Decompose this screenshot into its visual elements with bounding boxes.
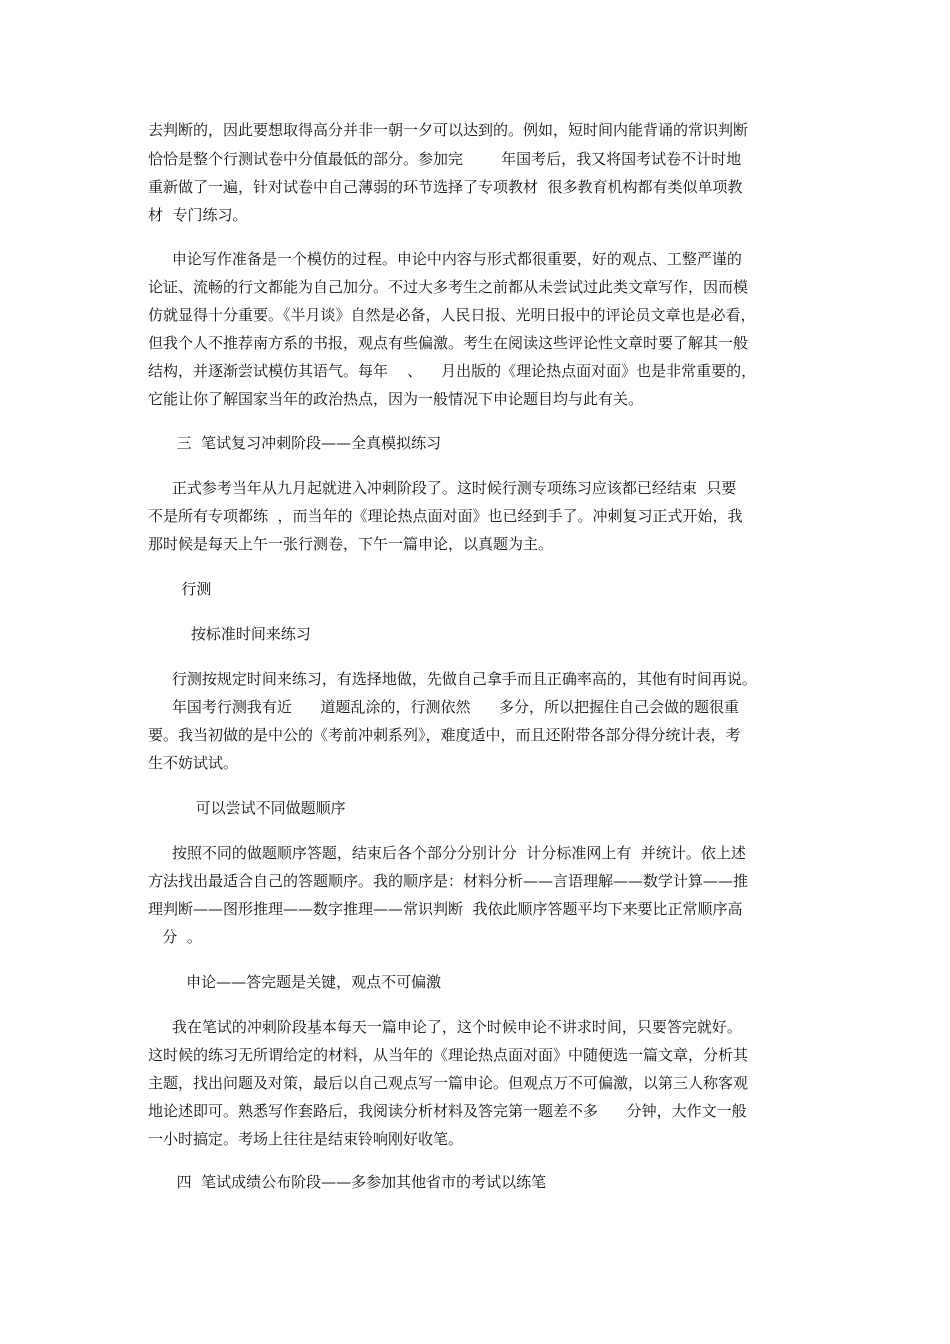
paragraph-line: 正式参考当年从九月起就进入冲刺阶段了。这时候行测专项练习应该都已经结束 只要 bbox=[148, 479, 737, 497]
paragraph-line: 方法找出最适合自己的答题顺序。我的顺序是：材料分析——言语理解——数学计算——推 bbox=[148, 872, 749, 890]
paragraph-line: 主题，找出问题及对策，最后以自己观点写一篇申论。但观点万不可偏激，以第三人称客观 bbox=[148, 1074, 749, 1092]
paragraph-line: 申论写作准备是一个模仿的过程。申论中内容与形式都很重要，好的观点、工整严谨的 bbox=[148, 250, 742, 268]
subsection-heading: 可以尝试不同做题顺序 bbox=[148, 799, 346, 817]
paragraph-line: 仿就显得十分重要。《半月谈》自然是必备，人民日报、光明日报中的评论员文章也是必看， bbox=[148, 306, 756, 324]
paragraph-line: 分 。 bbox=[148, 928, 202, 946]
paragraph-line: 我在笔试的冲刺阶段基本每天一篇申论了，这个时候申论不讲求时间，只要答完就好。 bbox=[148, 1018, 742, 1036]
paragraph-line: 重新做了一遍，针对试卷中自己薄弱的环节选择了专项教材 很多教育机构都有类似单项教 bbox=[148, 178, 743, 196]
subsection-heading: 行测 bbox=[148, 580, 212, 598]
paragraph-line: 理判断——图形推理——数字推理——常识判断 我依此顺序答题平均下来要比正常顺序高 bbox=[148, 900, 743, 918]
paragraph-line: 生不妨试试。 bbox=[148, 754, 239, 772]
paragraph-line: 它能让你了解国家当年的政治热点，因为一般情况下申论题目均与此有关。 bbox=[148, 390, 644, 408]
subsection-heading: 申论——答完题是关键，观点不可偏激 bbox=[148, 973, 442, 991]
subsection-heading: 按标准时间来练习 bbox=[148, 625, 311, 643]
paragraph-line: 不是所有专项都练 ，而当年的《理论热点面对面》也已经到手了。冲刺复习正式开始，我 bbox=[148, 507, 743, 525]
paragraph-line: 要。我当初做的是中公的《考前冲刺系列》，难度适中，而且还附带各部分得分统计表，考 bbox=[148, 726, 741, 744]
paragraph-line: 去判断的，因此要想取得高分并非一朝一夕可以达到的。例如，短时间内能背诵的常识判断 bbox=[148, 121, 749, 139]
paragraph-line: 按照不同的做题顺序答题，结束后各个部分分别计分 计分标准网上有 并统计。依上述 bbox=[148, 844, 746, 862]
paragraph-line: 这时候的练习无所谓给定的材料，从当年的《理论热点面对面》中随便选一篇文章，分析其 bbox=[148, 1046, 749, 1064]
paragraph-line: 一小时搞定。考场上往往是结束铃响刚好收笔。 bbox=[148, 1130, 464, 1148]
paragraph-line: 材 专门练习。 bbox=[148, 206, 248, 224]
paragraph-line: 但我个人不推荐南方系的书报，观点有些偏激。考生在阅读这些评论性文章时要了解其一般 bbox=[148, 334, 749, 352]
paragraph-line: 论证、流畅的行文都能为自己加分。不过大多考生之前都从未尝试过此类文章写作，因而模 bbox=[148, 278, 749, 296]
paragraph-line: 那时候是每天上午一张行测卷，下午一篇申论，以真题为主。 bbox=[148, 535, 554, 553]
paragraph-line: 年国考行测我有近 道题乱涂的，行测依然 多分，所以把握住自己会做的题很重 bbox=[148, 698, 740, 716]
paragraph-line: 行测按规定时间来练习，有选择地做，先做自己拿手而且正确率高的，其他有时间再说。 bbox=[148, 670, 757, 688]
paragraph-line: 结构，并逐渐尝试模仿其语气。每年 、 月出版的《理论热点面对面》也是非常重要的， bbox=[148, 362, 757, 380]
section-heading: 四 笔试成绩公布阶段——多参加其他省市的考试以练笔 bbox=[148, 1173, 547, 1191]
section-heading: 三 笔试复习冲刺阶段——全真模拟练习 bbox=[148, 434, 442, 452]
paragraph-line: 恰恰是整个行测试卷中分值最低的部分。参加完 年国考后，我又将国考试卷不计时地 bbox=[148, 150, 742, 168]
paragraph-line: 地论述即可。熟悉写作套路后，我阅读分析材料及答完第一题差不多 分钟，大作文一般 bbox=[148, 1102, 747, 1120]
